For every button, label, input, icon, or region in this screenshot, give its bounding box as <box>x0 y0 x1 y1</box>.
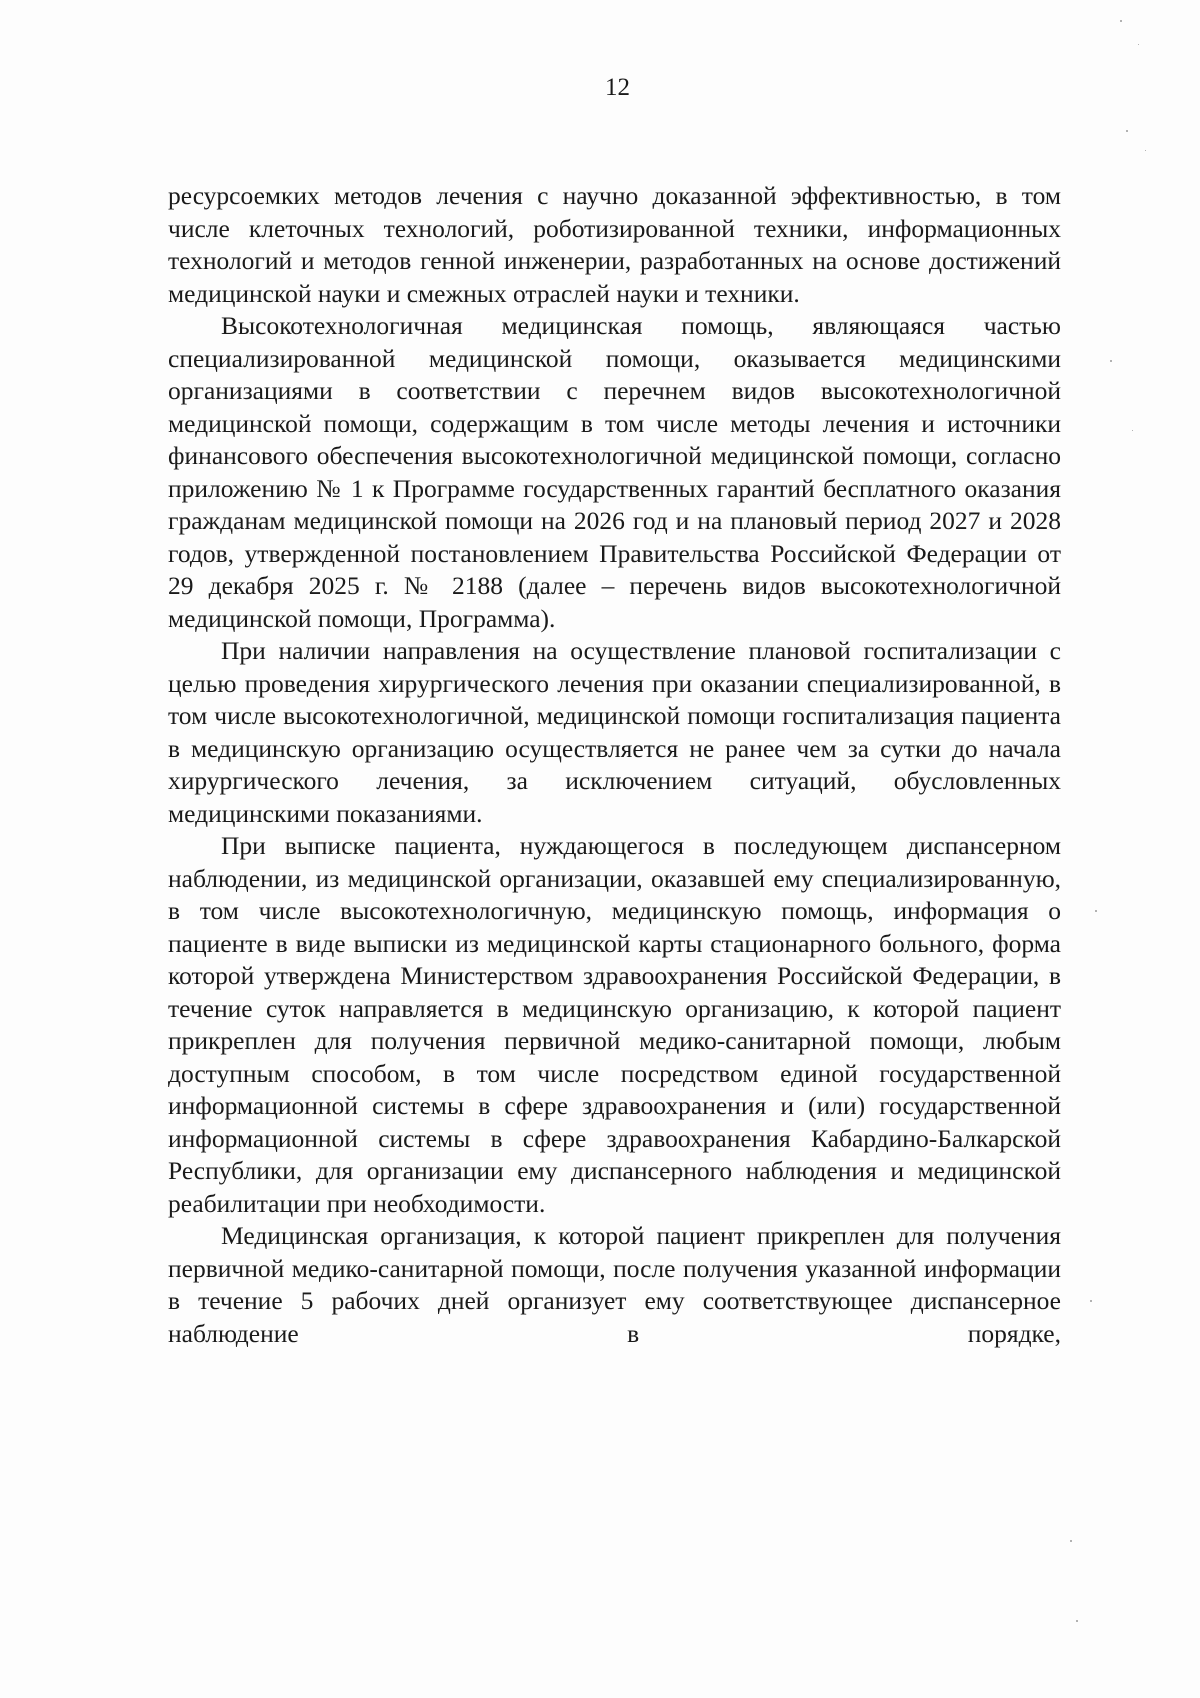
paragraph-5: Медицинская организация, к которой пациент прикреплен для получения первичной медико-санитарной помощи, после получения указанной информации в течение 5 рабочих дней организует ему соответствующее диспансерное наблюдение в порядке, <box>168 1221 1061 1348</box>
paragraph-3: При наличии направления на осуществление плановой госпитализации с целью проведения хирургического лечения при оказании специализированной, в том числе высокотехнологичной, медицинской помощи госпитализация пациента в медицинскую организацию осуществляется не ранее чем за сутки до начала хирургического лечения, за исключением ситуаций, обусловленных медицинскими показаниями. <box>168 636 1061 828</box>
paragraph-2: Высокотехнологичная медицинская помощь, являющаяся частью специализированной медицинской помощи, оказывается медицинскими организациями в соответствии с перечнем видов высокотехнологичной медицинской помощи, содержащим в том числе методы лечения и источники финансового обеспечения высокотехнологичной медицинской помощи, согласно приложению № 1 к Программе государственных гарантий бесплатного оказания гражданам медицинской помощи на 2026 год и на плановый период 2027 и 2028 годов, утвержденной постановлением Правительства Российской Федерации от 29 декабря 2025 г. № 2188 (далее – перечень видов высокотехнологичной медицинской помощи, Программа). <box>168 311 1061 633</box>
paragraph-4: При выписке пациента, нуждающегося в последующем диспансерном наблюдении, из медицинской организации, оказавшей ему специализированную, в том числе высокотехнологичную, медицинскую помощь, информация о пациенте в виде выписки из медицинской карты стационарного больного, форма которой утверждена Министерством здравоохранения Российской Федерации, в течение суток направляется в медицинскую организацию, к которой пациент прикреплен для получения первичной медико-санитарной помощи, любым доступным способом, в том числе посредством единой государственной информационной системы в сфере здравоохранения и (или) государственной информационной системы в сфере здравоохранения Кабардино-Балкарской Республики, для организации ему диспансерного наблюдения и медицинской реабилитации при необходимости. <box>168 831 1061 1218</box>
page-number: 12 <box>605 74 630 101</box>
scan-noise <box>1050 0 1170 1698</box>
paragraph-1: ресурсоемких методов лечения с научно доказанной эффективностью, в том числе клеточных технологий, роботизированной техники, информационных технологий и методов генной инженерии, разработанных на основе достижений медицинской науки и смежных отраслей науки и техники. <box>168 181 1061 308</box>
document-body <box>168 180 1061 1350</box>
